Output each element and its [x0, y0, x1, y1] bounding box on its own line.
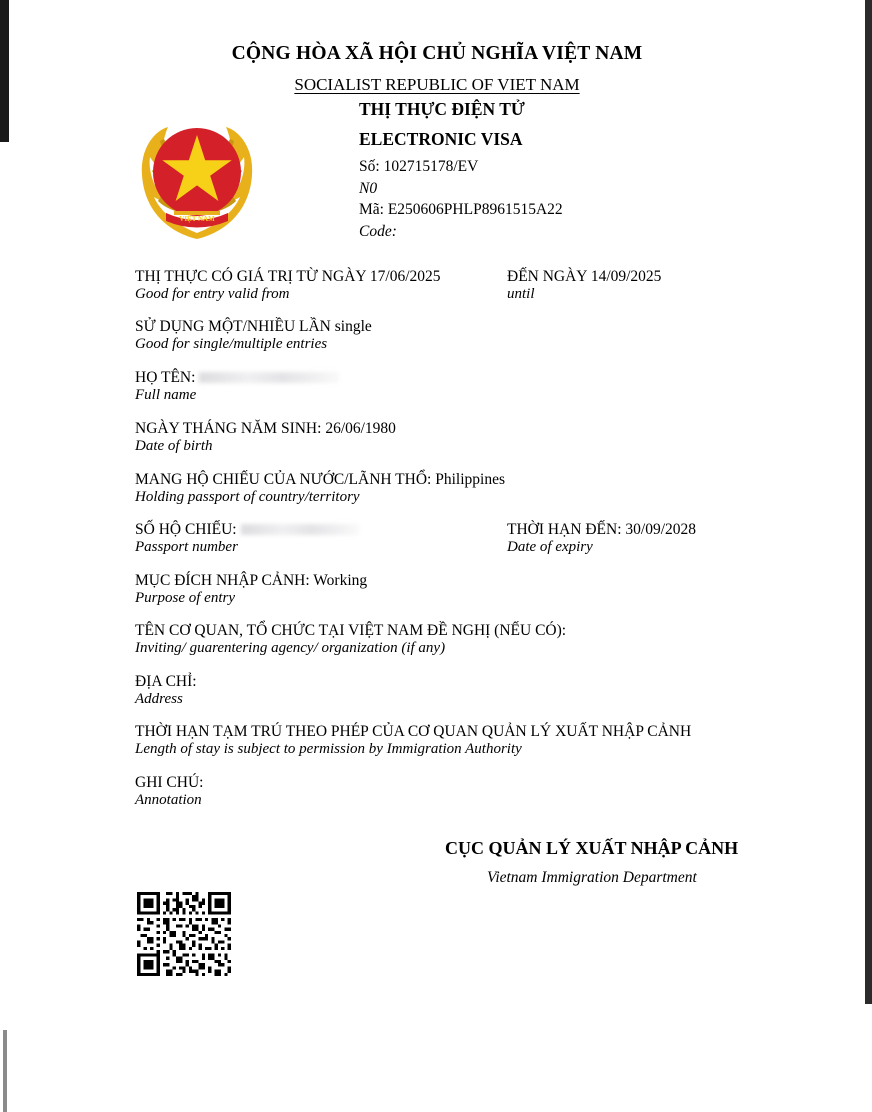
field-date-of-birth-label-en: Date of birth — [135, 438, 213, 454]
field-purpose — [135, 572, 367, 607]
field-valid-from — [135, 268, 441, 303]
field-entries — [135, 318, 372, 353]
visa-code-label-en: Code: — [359, 223, 397, 240]
field-inviting-agency-vn — [135, 622, 566, 640]
field-address-label-vn: ĐỊA CHỈ: — [135, 673, 197, 690]
svg-text:VIỆT NAM: VIỆT NAM — [179, 215, 215, 223]
field-passport-country-value: Philippines — [435, 471, 505, 488]
field-valid-until — [507, 268, 661, 303]
visa-title-vn: THỊ THỰC ĐIỆN TỬ — [359, 99, 525, 119]
field-annotation-label-vn: GHI CHÚ: — [135, 774, 204, 791]
field-valid-until-vn — [507, 268, 661, 286]
field-full-name-vn — [135, 369, 339, 387]
scan-edge-right-lower — [865, 1004, 872, 1112]
visa-number-label: Số: — [359, 158, 380, 175]
field-full-name-label-en: Full name — [135, 387, 197, 403]
vietnam-national-emblem-icon — [134, 115, 260, 241]
field-passport-expiry-label-vn: THỜI HẠN ĐẾN: — [507, 521, 622, 538]
field-length-of-stay-label-en: Length of stay is subject to permission by Immigration Authority — [135, 741, 522, 757]
field-passport-country-vn — [135, 471, 505, 489]
visa-type-value: N0 — [359, 180, 378, 197]
field-date-of-birth-value: 26/06/1980 — [325, 420, 396, 437]
field-full-name-label-vn: HỌ TÊN: — [135, 369, 196, 386]
field-entries-vn — [135, 318, 372, 336]
field-inviting-agency-label-en: Inviting/ guarentering agency/ organization (if any) — [135, 640, 446, 656]
field-valid-from-value: 17/06/2025 — [369, 268, 441, 285]
field-valid-from-label-vn: THỊ THỰC CÓ GIÁ TRỊ TỪ NGÀY — [135, 268, 367, 285]
field-purpose-value: Working — [313, 572, 368, 589]
field-purpose-vn — [135, 572, 367, 590]
scan-edge-left-bottom — [3, 1030, 7, 1112]
visa-number-row — [359, 158, 478, 176]
field-date-of-birth — [135, 420, 396, 455]
field-passport-number-redacted-value — [241, 524, 359, 535]
field-annotation — [135, 774, 203, 809]
field-annotation-label-en: Annotation — [135, 792, 202, 808]
field-length-of-stay-label-vn: THỜI HẠN TẠM TRÚ THEO PHÉP CỦA CƠ QUAN QUẢN LÝ XUẤT NHẬP CẢNH — [135, 723, 692, 740]
field-passport-country — [135, 471, 505, 506]
scan-edge-left-top — [0, 0, 9, 142]
republic-title-en: SOCIALIST REPUBLIC OF VIET NAM — [294, 75, 580, 94]
field-passport-number-label-vn: SỐ HỘ CHIẾU: — [135, 521, 237, 538]
visa-code-row — [359, 201, 563, 219]
visa-qr-code-icon — [137, 892, 231, 976]
field-address — [135, 673, 197, 708]
field-passport-number — [135, 521, 359, 556]
visa-number-value: 102715178/EV — [383, 158, 479, 175]
field-entries-label-en: Good for single/multiple entries — [135, 336, 328, 352]
field-annotation-vn — [135, 774, 203, 792]
field-valid-until-value: 14/09/2025 — [590, 268, 662, 285]
field-valid-from-label-en: Good for entry valid from — [135, 286, 290, 302]
visa-code-value: E250606PHLP8961515A22 — [387, 201, 563, 218]
field-address-label-en: Address — [135, 691, 183, 707]
field-date-of-birth-vn — [135, 420, 396, 438]
field-passport-country-label-vn: MANG HỘ CHIẾU CỦA NƯỚC/LÃNH THỔ: — [135, 471, 432, 488]
field-full-name-redacted-value — [199, 372, 339, 383]
visa-document-page — [9, 0, 865, 1112]
field-address-vn — [135, 673, 197, 691]
visa-title-en: ELECTRONIC VISA — [359, 129, 523, 149]
field-purpose-label-en: Purpose of entry — [135, 590, 235, 606]
field-inviting-agency-label-vn: TÊN CƠ QUAN, TỔ CHỨC TẠI VIỆT NAM ĐỀ NGHỊ (NẾU CÓ): — [135, 622, 567, 639]
field-passport-number-vn — [135, 521, 359, 539]
republic-title-vn: CỘNG HÒA XÃ HỘI CHỦ NGHĨA VIỆT NAM — [231, 43, 643, 64]
field-passport-expiry-vn — [507, 521, 696, 539]
field-passport-number-label-en: Passport number — [135, 539, 238, 555]
field-valid-until-label-en: until — [507, 286, 535, 302]
field-passport-expiry-label-en: Date of expiry — [507, 539, 593, 555]
field-passport-expiry-value: 30/09/2028 — [625, 521, 697, 538]
field-valid-from-vn — [135, 268, 441, 286]
field-passport-country-label-en: Holding passport of country/territory — [135, 489, 360, 505]
field-entries-label-vn: SỬ DỤNG MỘT/NHIỀU LẦN — [135, 318, 331, 335]
issuing-authority-vn: CỤC QUẢN LÝ XUẤT NHẬP CẢNH — [445, 838, 739, 858]
field-length-of-stay — [135, 723, 691, 758]
field-purpose-label-vn: MỤC ĐÍCH NHẬP CẢNH: — [135, 572, 310, 589]
field-valid-until-label-vn: ĐẾN NGÀY — [507, 268, 587, 285]
field-inviting-agency — [135, 622, 566, 657]
field-date-of-birth-label-vn: NGÀY THÁNG NĂM SINH: — [135, 420, 322, 437]
field-passport-expiry — [507, 521, 696, 556]
field-entries-value: single — [334, 318, 372, 335]
field-length-of-stay-vn — [135, 723, 691, 741]
issuing-authority-en: Vietnam Immigration Department — [487, 869, 697, 886]
visa-code-label-vn: Mã: — [359, 201, 384, 218]
field-full-name — [135, 369, 339, 404]
scan-edge-right — [865, 0, 872, 1004]
